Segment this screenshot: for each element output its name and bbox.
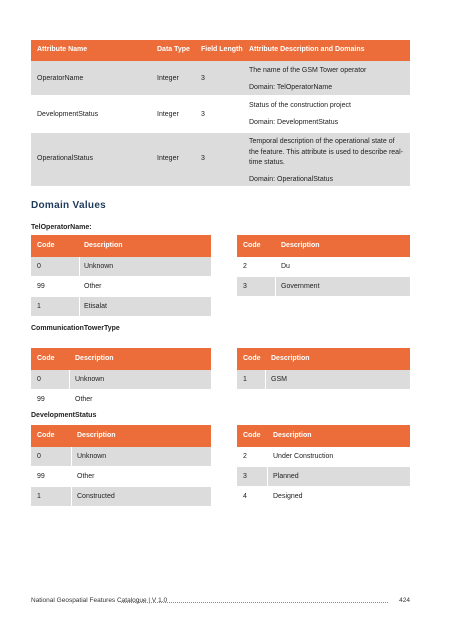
description-domain: Domain: OperationalStatus: [249, 175, 334, 183]
header-field-length: Field Length: [201, 46, 243, 53]
desc-cell: Unknown: [75, 376, 105, 383]
attr-type: Integer: [157, 111, 179, 118]
description-text: Temporal description of the operational state of the feature. This attribute is used to describe real-time status.: [249, 138, 403, 166]
table-row: [31, 487, 211, 507]
desc-cell: Du: [281, 263, 290, 270]
code-cell: 1: [37, 493, 41, 500]
header-code: Code: [243, 355, 261, 362]
code-cell: 99: [37, 283, 45, 290]
desc-cell: Other: [77, 473, 95, 480]
tel-operator-title: TelOperatorName:: [31, 224, 92, 231]
description-text: Status of the construction project: [249, 102, 351, 109]
header-code: Code: [243, 242, 261, 249]
attr-type: Integer: [157, 75, 179, 82]
desc-cell: Constructed: [77, 493, 115, 500]
table-row: [31, 277, 211, 297]
attr-length: 3: [201, 155, 205, 162]
attr-name: DevelopmentStatus: [37, 111, 99, 118]
table-header: [237, 235, 410, 257]
table-header: [31, 235, 211, 257]
desc-cell: Other: [84, 283, 102, 290]
description-text: The name of the GSM Tower operator: [249, 67, 367, 74]
header-description: Description: [281, 242, 320, 249]
attr-description: [249, 66, 366, 99]
footer-text: National Geospatial Features Catalogue | V 1.0: [31, 597, 168, 604]
attr-length: 3: [201, 75, 205, 82]
table-row: [31, 257, 211, 277]
attr-description: [249, 101, 351, 134]
comm-tower-title: CommunicationTowerType: [31, 325, 120, 332]
dev-status-table-left: [31, 425, 211, 507]
table-row: [237, 467, 410, 487]
header-code: Code: [37, 432, 55, 439]
desc-cell: Planned: [273, 473, 299, 480]
tel-operator-table-right: [237, 235, 410, 297]
desc-cell: Unknown: [84, 263, 114, 270]
attr-description: [249, 137, 405, 191]
attribute-table: [31, 40, 410, 187]
table-row: [31, 447, 211, 467]
header-description: Description: [84, 242, 123, 249]
attribute-table-header: [31, 40, 410, 61]
attr-name: OperatorName: [37, 75, 84, 82]
table-row: [237, 447, 410, 467]
code-cell: 0: [37, 376, 41, 383]
attr-name: OperationalStatus: [37, 155, 94, 162]
page-footer: [31, 597, 410, 604]
header-attribute-name: Attribute Name: [37, 46, 88, 53]
header-code: Code: [243, 432, 261, 439]
table-row: [31, 370, 211, 390]
table-header: [237, 348, 410, 370]
desc-cell: Unknown: [77, 453, 107, 460]
code-cell: 4: [243, 493, 247, 500]
code-cell: 1: [37, 303, 41, 310]
tel-operator-table-left: [31, 235, 211, 317]
header-description: Description: [75, 355, 114, 362]
code-cell: 0: [37, 263, 41, 270]
desc-cell: Other: [75, 396, 93, 403]
description-domain: Domain: TelOperatorName: [249, 83, 333, 91]
dev-status-table-right: [237, 425, 410, 507]
code-cell: 2: [243, 453, 247, 460]
comm-tower-table-right: [237, 355, 410, 390]
table-row: [237, 277, 410, 297]
domain-values-heading: Domain Values: [31, 200, 107, 211]
header-description: Description: [271, 355, 310, 362]
desc-cell: Designed: [273, 493, 303, 500]
code-cell: 3: [243, 283, 247, 290]
table-row: [237, 487, 410, 507]
header-description: Description: [77, 432, 116, 439]
desc-cell: Etisalat: [84, 303, 107, 310]
desc-cell: Government: [281, 283, 320, 290]
header-code: Code: [37, 242, 55, 249]
table-row: [31, 61, 410, 96]
footer-leader-dots: [121, 602, 388, 603]
dev-status-title: DevelopmentStatus: [31, 412, 97, 419]
comm-tower-table-left: [31, 355, 211, 410]
table-header: [237, 425, 410, 447]
table-row: [31, 96, 410, 133]
code-cell: 99: [37, 396, 45, 403]
table-row: [31, 467, 211, 487]
desc-cell: GSM: [271, 376, 287, 383]
code-cell: 1: [243, 376, 247, 383]
header-code: Code: [37, 355, 55, 362]
attr-type: Integer: [157, 155, 179, 162]
page-number: 424: [399, 597, 410, 604]
code-cell: 2: [243, 263, 247, 270]
table-header: [31, 348, 211, 370]
table-row: [31, 390, 211, 410]
table-header: [31, 425, 211, 447]
table-row: [237, 257, 410, 277]
table-row: [31, 133, 410, 187]
code-cell: 3: [243, 473, 247, 480]
code-cell: 99: [37, 473, 45, 480]
table-row: [237, 370, 410, 390]
code-cell: 0: [37, 453, 41, 460]
header-description: Description: [273, 432, 312, 439]
desc-cell: Under Construction: [273, 453, 334, 460]
header-description: Attribute Description and Domains: [249, 46, 365, 53]
description-domain: Domain: DevelopmentStatus: [249, 118, 339, 126]
header-data-type: Data Type: [157, 46, 190, 53]
table-row: [31, 297, 211, 317]
attr-length: 3: [201, 111, 205, 118]
